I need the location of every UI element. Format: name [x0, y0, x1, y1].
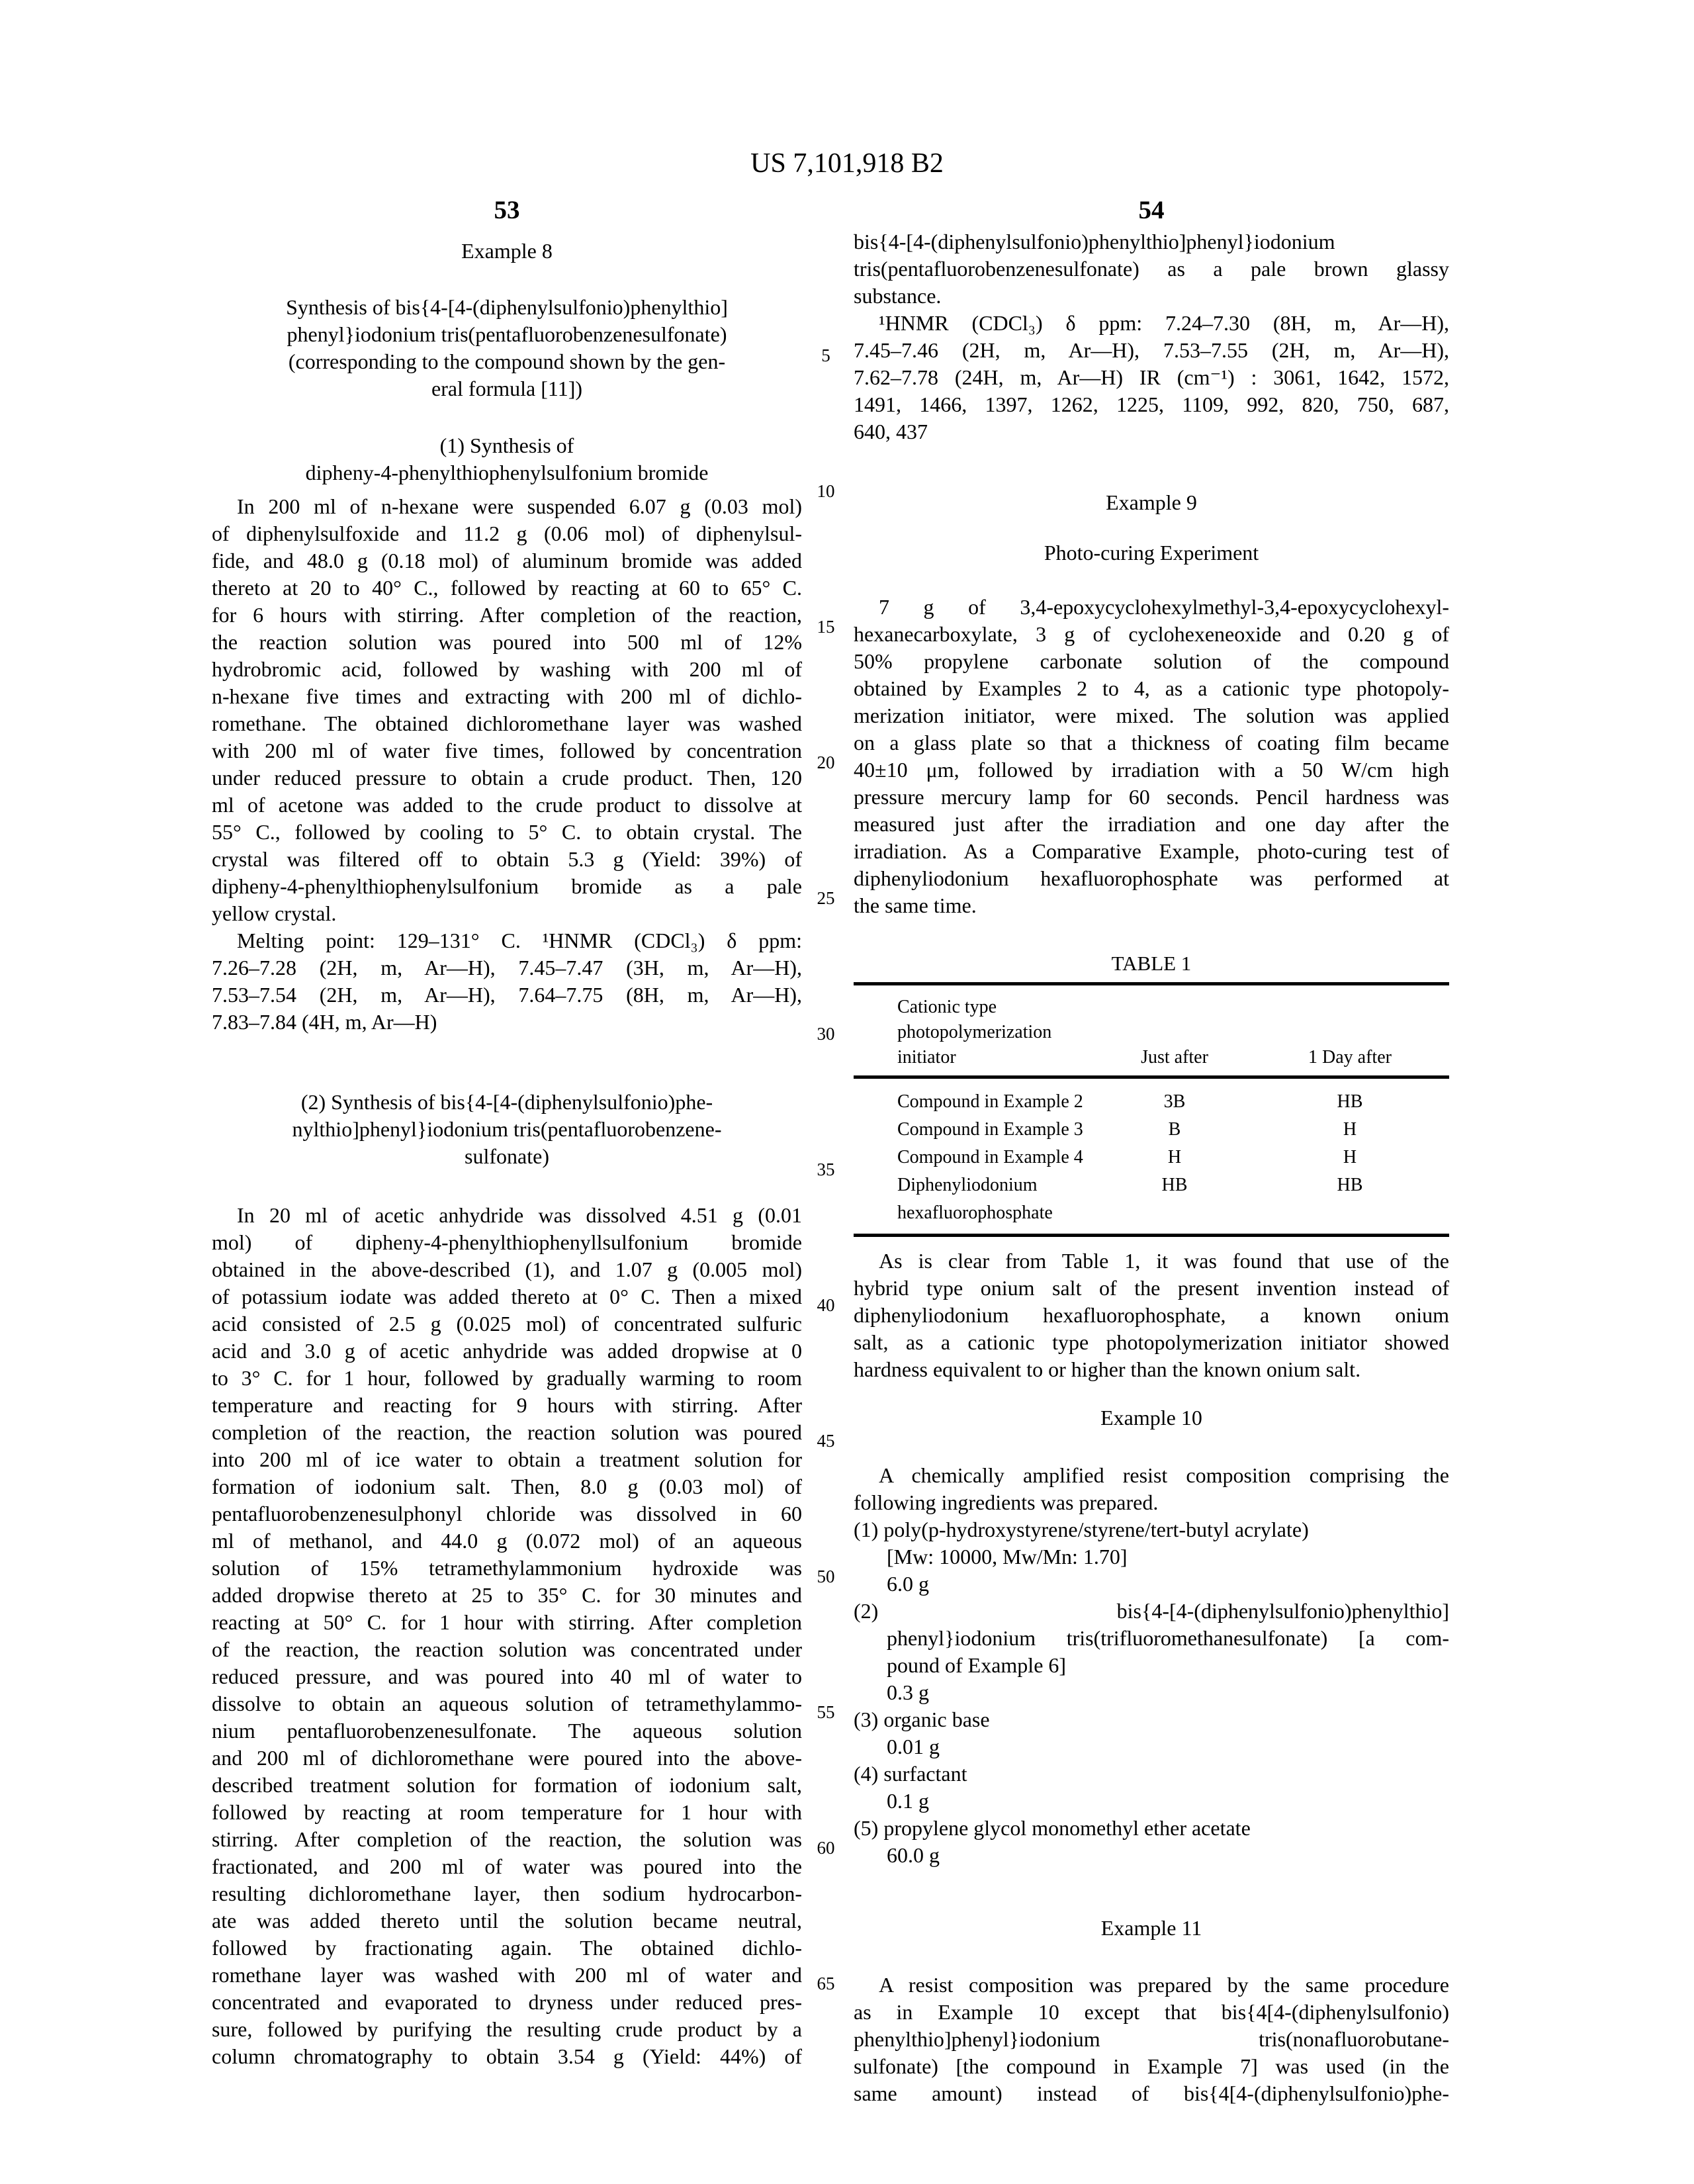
text-line: diphenyliodonium hexafluorophosphate was performed at	[854, 866, 1449, 890]
text-line: Melting point: 129–131° C. ¹HNMR (CDCl₃) δ ppm:	[237, 929, 802, 952]
text-line: A chemically amplified resist composition comprising the	[879, 1463, 1449, 1487]
table-1	[854, 950, 1449, 1237]
text-line: on a glass plate so that a thickness of coating film became	[854, 731, 1449, 754]
para-block	[854, 1972, 1449, 2107]
text-line: (3) organic base	[854, 1707, 990, 1731]
text-line: romethane layer was washed with 200 ml of water and	[212, 1963, 802, 1987]
text-line: merization initiator, were mixed. The solution was applied	[854, 704, 1449, 727]
text-line: 7.45–7.46 (2H, m, Ar—H), 7.53–7.55 (2H, m, Ar—H),	[854, 338, 1449, 362]
text-line: mol) of dipheny-4-phenylthiophenyllsulfonium bromide	[212, 1230, 802, 1254]
text-line: added dropwise thereto at 25 to 35° C. for 30 minutes and	[212, 1583, 802, 1607]
cell-just-after: B	[1168, 1119, 1181, 1140]
text-line: In 20 ml of acetic anhydride was dissolved 4.51 g (0.01	[237, 1203, 802, 1227]
text-line: 60.0 g	[887, 1843, 940, 1867]
text-line: fractionated, and 200 ml of water was poured into the	[212, 1854, 802, 1878]
page-number-left: 53	[494, 196, 520, 224]
text-line: 50% propylene carbonate solution of the compound	[854, 649, 1449, 673]
text-line: reduced pressure, and was poured into 40 ml of water to	[212, 1664, 802, 1688]
text-line: (2) bis{4-[4-(diphenylsulfonio)phenylthio]	[854, 1599, 1449, 1623]
table-header-initiator	[854, 995, 1098, 1070]
gutter-line-number: 10	[817, 481, 835, 501]
text-line: 7.26–7.28 (2H, m, Ar—H), 7.45–7.47 (3H, m, Ar—H),	[212, 956, 802, 979]
text-line: sure, followed by purifying the resulting crude product by a	[212, 2017, 802, 2041]
text-line: phenyl}iodonium tris(trifluoromethanesulfonate) [a com-	[887, 1626, 1449, 1650]
text-line: hardness equivalent to or higher than the known onium salt.	[854, 1357, 1361, 1381]
text-line: tris(pentafluorobenzenesulfonate) as a pale brown glassy	[854, 257, 1449, 281]
text-line: Example 9	[1106, 490, 1197, 514]
text-line: (1) poly(p-hydroxystyrene/styrene/tert-butyl acrylate)	[854, 1518, 1309, 1541]
text-line: eral formula [11])	[431, 377, 583, 400]
text-line: pound of Example 6]	[887, 1653, 1067, 1677]
text-line: hydrobromic acid, followed by washing with 200 ml of	[212, 657, 802, 681]
gutter-line-number: 50	[817, 1567, 835, 1586]
cell-initiator: Compound in Example 3	[897, 1119, 1083, 1140]
text-line: pressure mercury lamp for 60 seconds. Pencil hardness was	[854, 785, 1449, 809]
page-number-right: 54	[1138, 196, 1165, 224]
text-line: 1491, 1466, 1397, 1262, 1225, 1109, 992, 820, 750, 687,	[854, 392, 1449, 416]
gutter-line-number: 25	[817, 888, 835, 908]
table-header-initiator-line2: photopolymerization initiator	[897, 1022, 1052, 1068]
text-line: formation of iodonium salt. Then, 8.0 g (0.03 mol) of	[212, 1475, 802, 1498]
text-line: salt, as a cationic type photopolymerization initiator showed	[854, 1330, 1449, 1354]
gutter-line-number: 20	[817, 752, 835, 772]
table-row	[854, 1088, 1449, 1116]
text-line: hexanecarboxylate, 3 g of cyclohexeneoxide and 0.20 g of	[854, 622, 1449, 646]
text-line: pentafluorobenzenesulphonyl chloride was dissolved in 60	[212, 1502, 802, 1525]
text-line: 0.01 g	[887, 1735, 940, 1758]
para-block	[212, 493, 802, 927]
table-header-initiator-line1: Cationic type	[897, 997, 997, 1017]
text-line: n-hexane five times and extracting with 200 ml of dichlo-	[212, 684, 802, 708]
section-heading	[854, 1915, 1449, 1942]
para-block	[854, 1248, 1449, 1383]
text-line: ¹HNMR (CDCl₃) δ ppm: 7.24–7.30 (8H, m, Ar—H),	[879, 311, 1449, 335]
text-line: followed by reacting at room temperature for 1 hour with	[212, 1800, 802, 1824]
text-line: hybrid type onium salt of the present invention instead of	[854, 1276, 1449, 1300]
text-line: 640, 437	[854, 420, 928, 443]
cell-empty	[1251, 1199, 1449, 1227]
text-line: of diphenylsulfoxide and 11.2 g (0.06 mol) of diphenylsul-	[212, 522, 802, 545]
text-line: Synthesis of bis{4-[4-(diphenylsulfonio)phenylthio]	[286, 295, 728, 319]
text-line: (1) Synthesis of	[439, 433, 574, 457]
gutter-line-number: 65	[817, 1974, 835, 1993]
text-line: As is clear from Table 1, it was found that use of the	[879, 1249, 1449, 1273]
center-block	[212, 294, 802, 402]
cell-initiator: Diphenyliodonium	[897, 1175, 1038, 1195]
text-line: phenylthio]phenyl}iodonium tris(nonafluorobutane-	[854, 2027, 1449, 2051]
cell-day-after: HB	[1337, 1175, 1363, 1195]
text-line: with 200 ml of water five times, followed by concentration	[212, 739, 802, 762]
text-line: Photo-curing Experiment	[1044, 541, 1259, 565]
cell-initiator-line2: hexafluorophosphate	[897, 1203, 1053, 1223]
table-row	[854, 1144, 1449, 1171]
cell-day-after: HB	[1337, 1091, 1363, 1112]
text-line: acid and 3.0 g of acetic anhydride was added dropwise at 0	[212, 1339, 802, 1363]
text-line: column chromatography to obtain 3.54 g (Yield: 44%) of	[212, 2044, 802, 2068]
text-line: [Mw: 10000, Mw/Mn: 1.70]	[887, 1545, 1128, 1569]
para-block	[854, 594, 1449, 919]
gutter-line-number: 30	[817, 1024, 835, 1044]
text-line: nium pentafluorobenzenesulfonate. The aqueous solution	[212, 1719, 802, 1743]
line-number-gutter	[805, 0, 847, 2184]
text-line: 40±10 μm, followed by irradiation with a 50 W/cm high	[854, 758, 1449, 782]
text-line: followed by fractionating again. The obtained dichlo-	[212, 1936, 802, 1960]
text-line: romethane. The obtained dichloromethane layer was washed	[212, 711, 802, 735]
para-block	[212, 927, 802, 1036]
text-line: following ingredients was prepared.	[854, 1490, 1159, 1514]
text-line: (corresponding to the compound shown by the gen-	[288, 349, 726, 373]
text-line: completion of the reaction, the reaction solution was poured	[212, 1420, 802, 1444]
gutter-line-number: 15	[817, 617, 835, 637]
table-bottom-rule	[854, 1234, 1449, 1237]
text-line: substance.	[854, 284, 942, 308]
text-line: (5) propylene glycol monomethyl ether acetate	[854, 1816, 1251, 1840]
table-header-row	[854, 985, 1449, 1075]
text-line: irradiation. As a Comparative Example, photo-curing test of	[854, 839, 1449, 863]
para-block	[854, 1462, 1449, 1516]
text-line: to 3° C. for 1 hour, followed by gradually warming to room	[212, 1366, 802, 1390]
text-line: under reduced pressure to obtain a crude product. Then, 120	[212, 766, 802, 790]
cell-day-after: H	[1343, 1147, 1357, 1167]
text-line: Example 10	[1100, 1406, 1202, 1430]
patent-number: US 7,101,918 B2	[750, 148, 944, 179]
section-heading	[212, 238, 802, 265]
text-line: concentrated and evaporated to dryness under reduced pres-	[212, 1990, 802, 2014]
text-line: of potassium iodate was added thereto at 0° C. Then a mixed	[212, 1285, 802, 1308]
text-line: dipheny-4-phenylthiophenylsulfonium bromide	[305, 461, 709, 484]
text-line: into 200 ml of ice water to obtain a treatment solution for	[212, 1447, 802, 1471]
para-block	[212, 1202, 802, 2070]
section-heading	[854, 489, 1449, 516]
table-header-day-after: 1 Day after	[1308, 1047, 1392, 1068]
para-block	[854, 310, 1449, 445]
table-header-just-after: Just after	[1141, 1047, 1208, 1068]
text-line: measured just after the irradiation and one day after the	[854, 812, 1449, 836]
table-row	[854, 1171, 1449, 1199]
text-line: In 200 ml of n-hexane were suspended 6.07 g (0.03 mol)	[237, 494, 802, 518]
text-line: ml of acetone was added to the crude product to dissolve at	[212, 793, 802, 817]
text-line: dipheny-4-phenylthiophenylsulfonium bromide as a pale	[212, 874, 802, 898]
left-column	[212, 228, 802, 2070]
text-line: for 6 hours with stirring. After completion of the reaction,	[212, 603, 802, 627]
text-line: (4) surfactant	[854, 1762, 967, 1786]
text-line: 0.1 g	[887, 1789, 929, 1813]
center-block	[212, 432, 802, 486]
gutter-line-number: 40	[817, 1295, 835, 1315]
text-line: Example 8	[461, 239, 553, 263]
gutter-line-number: 5	[821, 345, 830, 365]
text-line: as in Example 10 except that bis{4[4-(diphenylsulfonio)	[854, 2000, 1449, 2024]
text-line: 7.62–7.78 (24H, m, Ar—H) IR (cm⁻¹) : 3061, 1642, 1572,	[854, 365, 1449, 389]
table-caption: TABLE 1	[1111, 952, 1192, 975]
cell-initiator: Compound in Example 4	[897, 1147, 1083, 1167]
text-line: resulting dichloromethane layer, then sodium hydrocarbon-	[212, 1882, 802, 1905]
text-line: obtained in the above-described (1), and 1.07 g (0.005 mol)	[212, 1257, 802, 1281]
cell-empty	[1098, 1199, 1251, 1227]
text-line: 7.83–7.84 (4H, m, Ar—H)	[212, 1010, 437, 1034]
gutter-line-number: 45	[817, 1431, 835, 1451]
text-line: thereto at 20 to 40° C., followed by reacting at 60 to 65° C.	[212, 576, 802, 600]
gutter-line-number: 35	[817, 1160, 835, 1179]
table-body	[854, 1079, 1449, 1234]
text-line: bis{4-[4-(diphenylsulfonio)phenylthio]phenyl}iodonium	[854, 230, 1335, 253]
para_noindent-block	[854, 228, 1449, 310]
text-line: nylthio]phenyl}iodonium tris(pentafluorobenzene-	[292, 1117, 722, 1141]
text-line: described treatment solution for formation of iodonium salt,	[212, 1773, 802, 1797]
cell-initiator: Compound in Example 2	[897, 1091, 1083, 1112]
cell-just-after: 3B	[1163, 1091, 1186, 1112]
table-row	[854, 1199, 1449, 1227]
text-line: 7 g of 3,4-epoxycyclohexylmethyl-3,4-epoxycyclohexyl-	[879, 595, 1449, 619]
text-line: temperature and reacting for 9 hours with stirring. After	[212, 1393, 802, 1417]
text-line: same amount) instead of bis{4[4-(diphenylsulfonio)phe-	[854, 2081, 1449, 2105]
text-line: phenyl}iodonium tris(pentafluorobenzenesulfonate)	[287, 322, 727, 346]
text-line: dissolve to obtain an aqueous solution of tetramethylammo-	[212, 1692, 802, 1715]
gutter-line-number: 55	[817, 1702, 835, 1722]
cell-just-after: H	[1167, 1147, 1182, 1167]
gutter-line-number: 60	[817, 1838, 835, 1858]
text-line: the same time.	[854, 893, 977, 917]
section-heading	[854, 539, 1449, 567]
text-line: yellow crystal.	[212, 901, 337, 925]
list-block	[854, 1516, 1449, 1869]
text-line: acid consisted of 2.5 g (0.025 mol) of concentrated sulfuric	[212, 1312, 802, 1336]
text-line: 55° C., followed by cooling to 5° C. to obtain crystal. The	[212, 820, 802, 844]
cell-just-after: HB	[1161, 1175, 1188, 1195]
section-heading	[854, 1404, 1449, 1432]
text-line: obtained by Examples 2 to 4, as a cationic type photopoly-	[854, 676, 1449, 700]
text-line: sulfonate) [the compound in Example 7] was used (in the	[854, 2054, 1449, 2078]
center-block	[212, 1089, 802, 1170]
text-line: of the reaction, the reaction solution was concentrated under	[212, 1637, 802, 1661]
text-line: the reaction solution was poured into 500 ml of 12%	[212, 630, 802, 654]
text-line: ml of methanol, and 44.0 g (0.072 mol) of an aqueous	[212, 1529, 802, 1553]
text-line: sulfonate)	[465, 1144, 549, 1168]
text-line: 7.53–7.54 (2H, m, Ar—H), 7.64–7.75 (8H, m, Ar—H),	[212, 983, 802, 1007]
text-line: stirring. After completion of the reaction, the solution was	[212, 1827, 802, 1851]
cell-day-after: H	[1343, 1119, 1357, 1140]
text-line: reacting at 50° C. for 1 hour with stirring. After completion	[212, 1610, 802, 1634]
text-line: ate was added thereto until the solution became neutral,	[212, 1909, 802, 1933]
text-line: fide, and 48.0 g (0.18 mol) of aluminum bromide was added	[212, 549, 802, 572]
text-line: 6.0 g	[887, 1572, 929, 1596]
text-line: crystal was filtered off to obtain 5.3 g (Yield: 39%) of	[212, 847, 802, 871]
right-column	[854, 228, 1449, 2107]
text-line: A resist composition was prepared by the same procedure	[879, 1973, 1449, 1997]
text-line: and 200 ml of dichloromethane were poured into the above-	[212, 1746, 802, 1770]
text-line: (2) Synthesis of bis{4-[4-(diphenylsulfonio)phe-	[300, 1090, 713, 1114]
text-line: Example 11	[1100, 1916, 1202, 1940]
text-line: diphenyliodonium hexafluorophosphate, a known onium	[854, 1303, 1449, 1327]
table-row	[854, 1116, 1449, 1144]
text-line: 0.3 g	[887, 1680, 929, 1704]
text-line: solution of 15% tetramethylammonium hydroxide was	[212, 1556, 802, 1580]
